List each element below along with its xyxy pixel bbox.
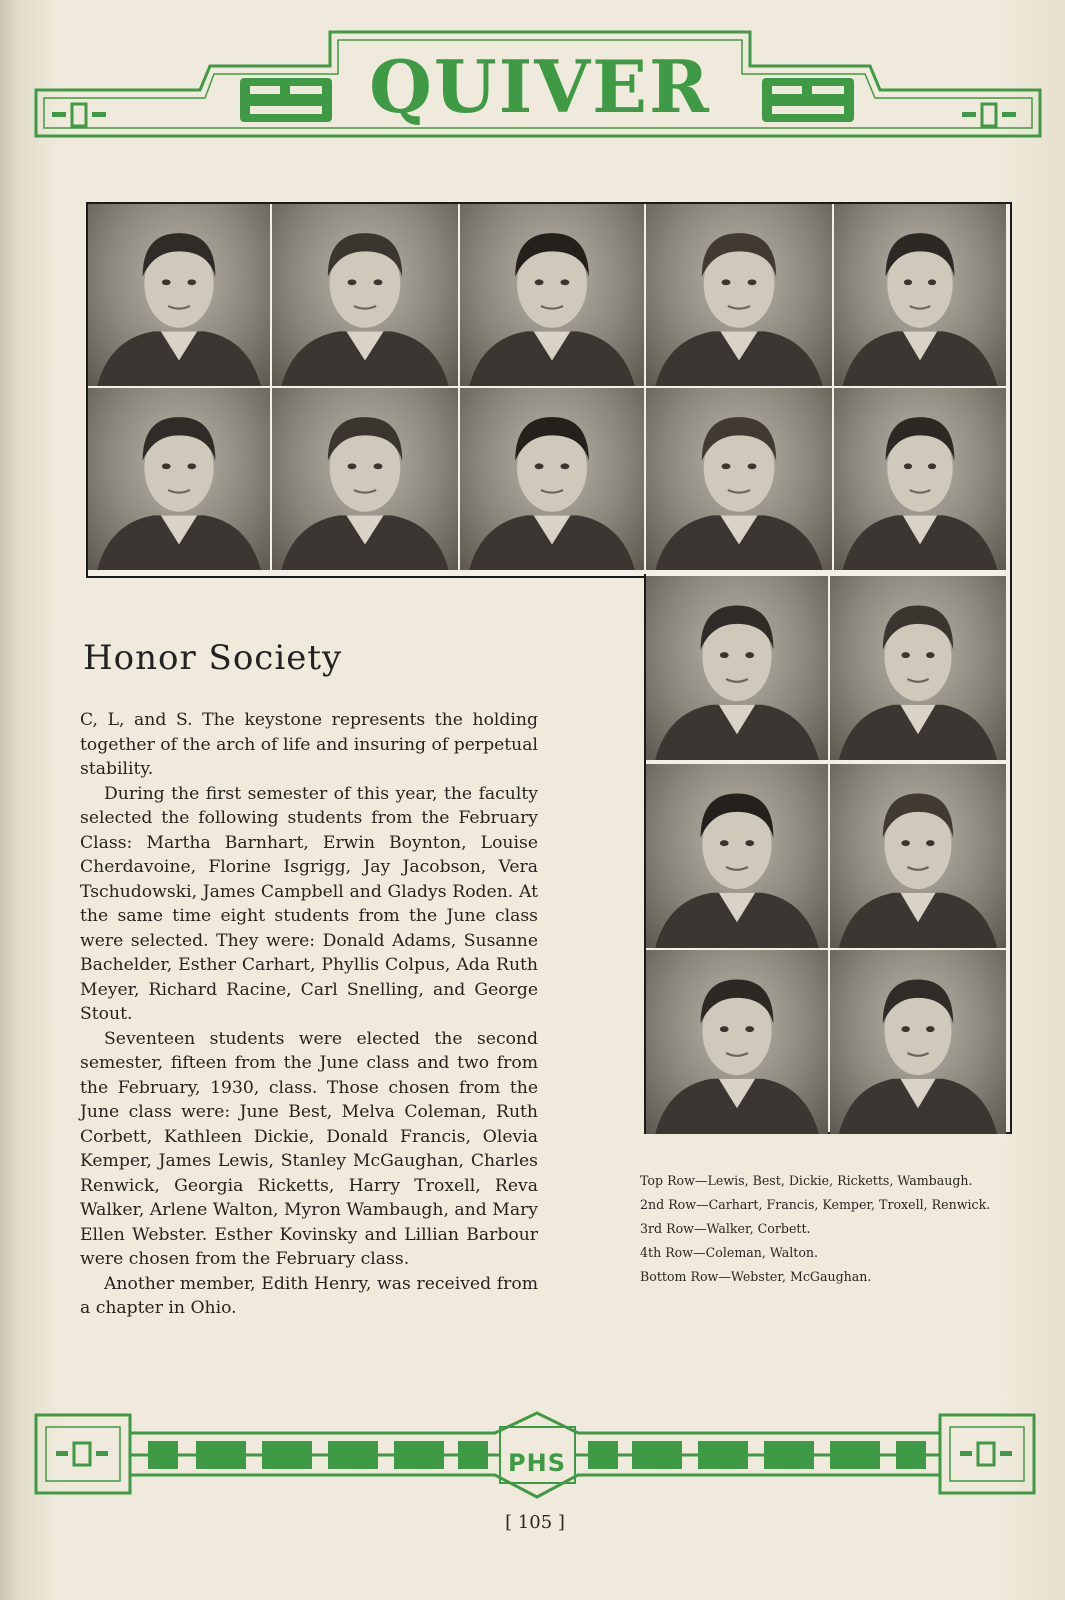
portrait-photo [272,388,458,570]
portrait-photo [646,388,832,570]
caption-line: 2nd Row—Carhart, Francis, Kemper, Troxell, Renwick. [640,1197,991,1212]
section-heading: Honor Society [83,638,343,678]
portrait-photo [830,764,1006,948]
caption-line: Top Row—Lewis, Best, Dickie, Ricketts, Wambaugh. [640,1173,973,1188]
portrait-photo [460,204,644,386]
yearbook-title: QUIVER [369,44,711,129]
portrait-photo [646,204,832,386]
portrait-photo [646,576,828,760]
portrait-photo [272,204,458,386]
caption-line: 3rd Row—Walker, Corbett. [640,1221,811,1236]
caption-line: Bottom Row—Webster, McGaughan. [640,1269,872,1284]
paragraph: C, L, and S. The keystone represents the holding together of the arch of life and insuring of perpetual stability. [80,710,538,779]
portrait-photo [834,388,1006,570]
portrait-photo [834,204,1006,386]
paragraph: Another member, Edith Henry, was received from a chapter in Ohio. [80,1273,538,1318]
portrait-photo [830,950,1006,1134]
paragraph: Seventeen students were elected the second semester, fifteen from the June class and two from the February, 1930, class. Those chosen from the June class were: June Best, Melva Coleman, Ruth Corbett, Kathleen Dickie, Donald Francis, Olevia Kemper, James Lewis, Stanley McGaughan, Charles Renwick, Georgia Ricketts, Harry Troxell, Reva Walker, Arlene Walton, Myron Wambaugh, and Mary Ellen Webster. Esther Kovinsky and Lillian Barbour were chosen from the February class. [80,1028,538,1269]
portrait-photo [646,764,828,948]
portrait-photo [88,388,270,570]
photo-captions [640,1170,1010,1290]
portrait-photo [460,388,644,570]
paragraph: During the first semester of this year, the faculty selected the following students from the February Class: Martha Barnhart, Erwin Boynton, Louise Cherdavoine, Florine Isgrigg, Jay Jacobson, Vera Tschudowski, James Campbell and Gladys Roden. At the same time eight students from the June class were selected. They were: Donald Adams, Susanne Bachelder, Esther Carhart, Phyllis Colpus, Ada Ruth Meyer, Richard Racine, Carl Snelling, and George Stout. [80,783,538,1024]
school-monogram: PHS [508,1449,566,1477]
portrait-photo [646,950,828,1134]
article-body [80,708,538,1321]
portrait-photo [88,204,270,386]
caption-line: 4th Row—Coleman, Walton. [640,1245,819,1260]
portrait-photo [830,576,1006,760]
page-number: [ 105 ] [505,1512,565,1533]
